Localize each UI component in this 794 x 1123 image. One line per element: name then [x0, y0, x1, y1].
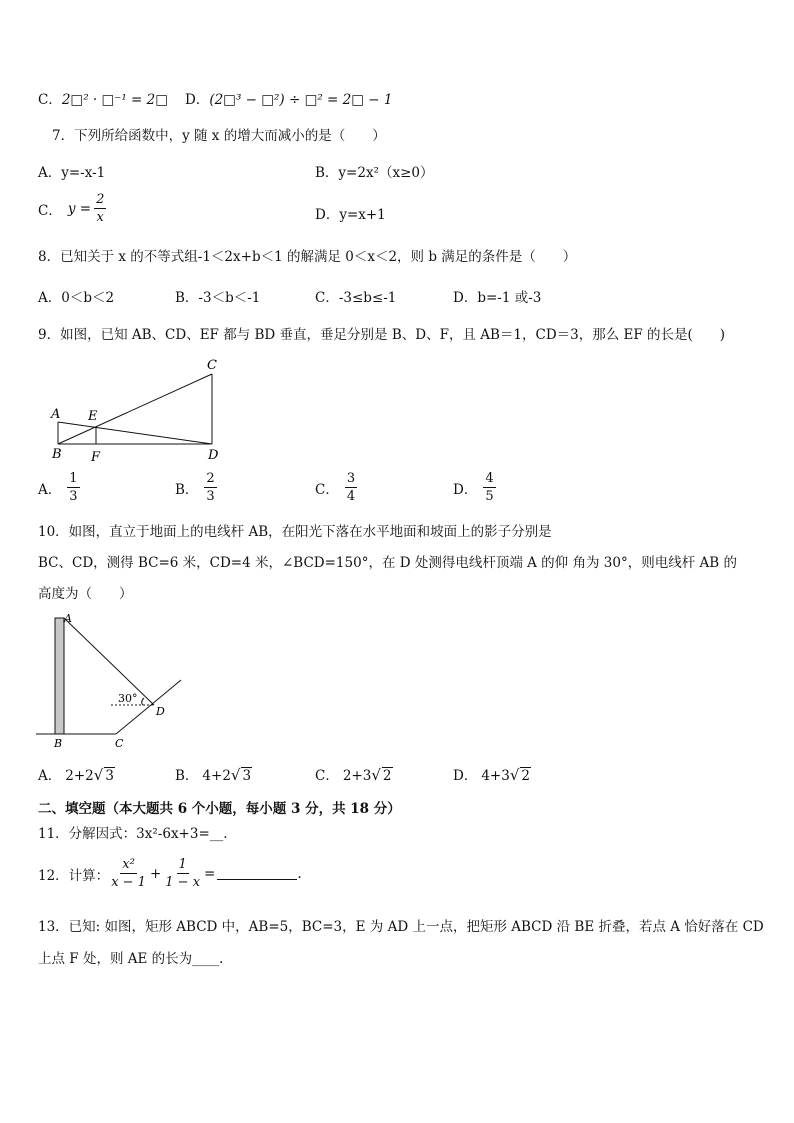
- fraction-numerator: 1: [69, 471, 78, 486]
- sqrt-icon: √: [371, 766, 381, 784]
- label-b: B: [52, 447, 62, 462]
- q8-option-b: B．-3＜b＜-1: [175, 290, 261, 306]
- option-letter: C．: [315, 768, 339, 784]
- label-d: D: [156, 705, 165, 718]
- q6-option-d-letter: D．: [185, 92, 210, 108]
- radicand: 3: [242, 768, 252, 784]
- q12-equals: =: [204, 865, 216, 882]
- fraction-denominator: x − 1: [111, 875, 146, 890]
- pole-ab: [55, 618, 64, 734]
- slope-cd: [116, 680, 181, 734]
- option-letter: B．: [175, 768, 199, 784]
- label-d: D: [208, 448, 219, 463]
- q9-option-c: [315, 472, 357, 503]
- sqrt-icon: √: [93, 766, 104, 784]
- q8-stem: 8．已知关于 x 的不等式组-1＜2x+b＜1 的解满足 0＜x＜2，则 b 满足的条件是（ ）: [38, 249, 577, 265]
- angle-arc: [142, 698, 144, 705]
- q10-figure: [36, 610, 196, 752]
- label-e: E: [88, 409, 98, 424]
- q12-stem: [38, 858, 302, 889]
- q12-suffix: .: [297, 865, 302, 882]
- label-angle-30: 30°: [118, 692, 138, 705]
- option-letter: A．: [38, 481, 62, 498]
- option-prefix: 2+3: [342, 768, 372, 784]
- q7-option-a: A．y=-x-1: [38, 165, 106, 181]
- section-title: 二、填空题（本大题共 6 个小题，每小题 3 分，共 18 分）: [38, 801, 401, 817]
- fraction-numerator: 2: [206, 471, 215, 486]
- q9-option-b: [175, 472, 217, 503]
- fraction-numerator: x²: [122, 857, 135, 872]
- radicand: 3: [105, 768, 114, 784]
- option-prefix: 2+2: [65, 768, 94, 784]
- q7-option-d: D．y=x+1: [315, 207, 386, 223]
- q7-option-b: B．y=2x²（x≥0）: [315, 165, 434, 181]
- option-letter: B．: [175, 481, 199, 498]
- fraction-denominator: x: [96, 210, 104, 225]
- q6-option-d: [185, 88, 392, 108]
- answer-blank: [217, 867, 297, 880]
- radicand: 2: [521, 768, 530, 784]
- label-a: A: [51, 407, 61, 422]
- q10-option-b: [175, 764, 252, 784]
- q9-stem: 9．如图，已知 AB、CD、EF 都与 BD 垂直，垂足分别是 B、D、F，且 AB＝1，CD＝3，那么 EF 的长是( ): [38, 327, 726, 343]
- q7-option-c-letter: C．: [38, 202, 62, 219]
- fraction-denominator: 3: [69, 489, 78, 504]
- fraction-numerator: 4: [485, 471, 494, 486]
- fraction-numerator: 3: [346, 471, 356, 486]
- q6-option-c-letter: C．: [38, 92, 62, 108]
- q10-stem-line3: 高度为（ ）: [38, 586, 133, 602]
- sqrt-icon: √: [230, 766, 241, 784]
- q7-option-c-lhs: y =: [67, 200, 92, 217]
- sqrt-icon: √: [509, 766, 520, 784]
- q13-line1: 13．已知: 如图，矩形 ABCD 中，AB=5，BC=3，E 为 AD 上一点，把矩形 ABCD 沿 BE 折叠，若点 A 恰好落在 CD: [38, 919, 764, 935]
- q10-option-c: [315, 764, 393, 784]
- fraction-numerator: 1: [178, 857, 187, 872]
- q10-option-a: [38, 764, 115, 784]
- q9-option-a: [38, 472, 80, 503]
- q8-option-d: D．b=-1 或-3: [453, 290, 542, 306]
- q7-option-c: [38, 193, 106, 224]
- q12-plus: +: [149, 865, 162, 882]
- q7-option-c-fraction: [94, 193, 106, 224]
- q7-stem: 7．下列所给函数中，y 随 x 的增大而减小的是（ ）: [52, 128, 386, 144]
- option-prefix: 4+2: [202, 768, 231, 784]
- q12-fraction-2: [163, 858, 202, 889]
- option-fraction: [483, 472, 495, 503]
- q9-figure: [40, 352, 230, 467]
- radicand: 2: [382, 768, 392, 784]
- q6-option-d-expr: (2□³ − □²) ÷ □² = 2□ − 1: [209, 92, 393, 108]
- option-letter: C．: [315, 481, 339, 498]
- q10-stem-line1: 10．如图，直立于地面上的电线杆 AB，在阳光下落在水平地面和坡面上的影子分别是: [38, 524, 552, 540]
- q11-stem: 11．分解因式：3x²-6x+3=__.: [38, 826, 228, 842]
- fraction-denominator: 4: [346, 489, 356, 504]
- fraction-denominator: 1 − x: [165, 875, 201, 890]
- fraction-numerator: 2: [96, 192, 105, 207]
- label-f: F: [91, 450, 101, 465]
- fraction-denominator: 5: [485, 489, 494, 504]
- label-c: C: [207, 358, 217, 373]
- q6-option-c-expr: 2□² · □⁻¹ = 2□: [61, 92, 169, 108]
- q12-prefix: 12．计算：: [38, 867, 110, 884]
- q8-option-c: C．-3≤b≤-1: [315, 290, 397, 306]
- option-letter: D．: [453, 481, 478, 498]
- q12-fraction-1: [109, 858, 148, 889]
- option-prefix: 4+3: [481, 768, 510, 784]
- q6-option-c: [38, 88, 168, 108]
- q10-option-d: [453, 764, 531, 784]
- sun-ray-ad: [64, 618, 154, 705]
- option-fraction: [67, 472, 79, 503]
- label-b: B: [54, 737, 63, 750]
- fraction-denominator: 3: [206, 489, 215, 504]
- q8-option-a: A．0＜b＜2: [38, 290, 115, 306]
- option-letter: D．: [453, 768, 478, 784]
- option-fraction: [345, 472, 357, 503]
- option-letter: A．: [38, 768, 62, 784]
- q9-option-d: [453, 472, 496, 503]
- label-a: A: [64, 612, 72, 625]
- q13-line2: 上点 F 处，则 AE 的长为____.: [38, 951, 224, 967]
- option-fraction: [204, 472, 216, 503]
- label-c: C: [115, 737, 124, 750]
- q10-stem-line2: BC、CD，测得 BC=6 米，CD=4 米，∠BCD=150°，在 D 处测得电线杆顶端 A 的仰 角为 30°，则电线杆 AB 的: [38, 555, 737, 571]
